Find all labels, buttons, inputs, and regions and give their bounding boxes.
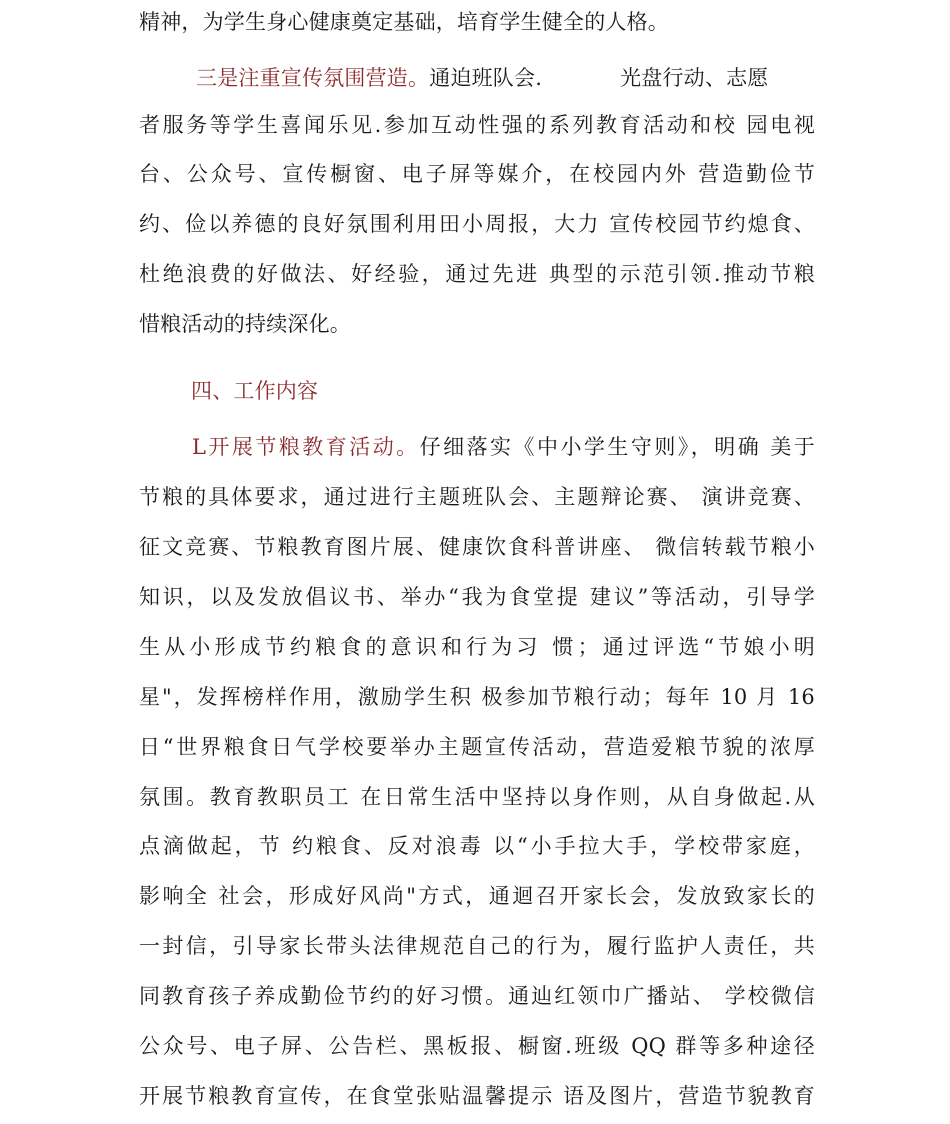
text-line-22: 开展节粮教育宣传，在食堂张贴温馨提示 语及图片，营造节貌教育 — [139, 1084, 815, 1108]
line-text: 精神，为学生身心健康奠定基础，培育学生健全的人格。 — [139, 10, 669, 34]
line-text: 通迫班队会. — [429, 66, 543, 90]
text-line-2 — [196, 63, 815, 93]
text-line-10: 节粮的具体要求，通过进行主题班队会、主题辩论赛、 演讲竞赛、 — [139, 485, 815, 509]
item-1-lead: L开展节粮教育活动。 — [192, 435, 420, 459]
text-line-1 — [139, 7, 815, 37]
text-line-15: 日“世界粮食日气学校要举办主题宣传活动，营造爱粮节貌的浓厚 — [139, 735, 815, 759]
text-line-20: 同教育孩子养成勤俭节约的好习惯。通辿红领巾广播站、 学校微信 — [139, 984, 815, 1008]
text-line-6: 杜绝浪费的好做法、好经验，通过先进 典型的示范引领.推动节粮 — [139, 262, 815, 286]
text-line-3: 者服务等学生喜闻乐见.参加互动性强的系列教育活动和校 园电视 — [139, 113, 815, 137]
text-line-17: 点滴做起，节 约粮食、反对浪毒 以“小手拉大手，学校带家庭， — [139, 834, 815, 858]
text-line-18: 影响全 社会，形成好风尚"方式，通迴召开家长会，发放致家长的 — [139, 884, 815, 908]
text-line-21: 公众号、电子屏、公告栏、黑板报、橱窗.班级 QQ 群等多种途径 — [139, 1034, 815, 1058]
text-line-12: 知识，以及发放倡议书、举办“我为食堂提 建议”等活动，引导学 — [139, 585, 815, 609]
section-3-lead: 三是注重宣传氛围营造。 — [196, 66, 430, 90]
text-line-7: 惜粮活动的持续深化。 — [139, 312, 351, 336]
text-line-16: 氛围。教育教职员工 在日常生活中坚持以身作则，从自身做起.从 — [139, 785, 815, 809]
line-text: 光盘行动、志愿 — [620, 66, 769, 90]
text-line-4: 台、公众号、宣传橱窗、电子屏等媒介，在校园内外 营造勤俭节 — [139, 162, 815, 186]
section-heading: 四、工作内容 — [191, 379, 319, 403]
text-line-19: 一封信，引导家长带头法律规范自己的行为，履行监护人责任，共 — [139, 934, 815, 958]
line-text: 仔细落实《中小学生守则》，明确 美于 — [419, 435, 815, 459]
text-line-9 — [192, 432, 815, 462]
text-line-5: 约、俭以养德的良好氛围利用田小周报，大力 宣传校园节约熄食、 — [139, 212, 815, 236]
text-line-13: 生从小形成节约粮食的意识和行为习 惯；通过评选“节娘小明 — [139, 635, 815, 659]
text-line-14: 星"，发挥榜样作用，激励学生积 极参加节粮行动；每年 10 月 16 — [139, 685, 815, 709]
text-line-11: 征文竞赛、节粮教育图片展、健康饮食科普讲座、 微信转载节粮小 — [139, 535, 815, 559]
